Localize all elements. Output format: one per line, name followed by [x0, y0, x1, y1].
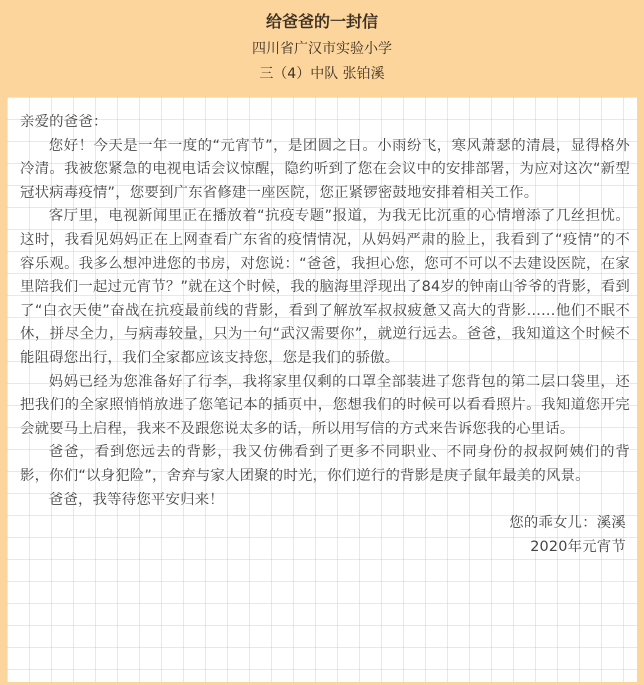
letter-title: 给爸爸的一封信: [265, 12, 378, 31]
paragraph-5: 爸爸，我等待您平安归来！: [48, 491, 224, 508]
paragraph-1: 您好！今天是一年一度的“元宵节”，是团圆之日。小雨纷飞，寒风萧瑟的清晨，显得格外冷清。我被您紧急的电视电话会议惊醒，隐约听到了您在会议中的安排部署，为应对这次“新型冠状病毒疫情”，您要到广东省修建一座医院，您正紧锣密鼓地安排着相关工作。: [20, 137, 630, 201]
salutation: 亲爱的爸爸：: [20, 114, 108, 130]
letter-body: [20, 111, 630, 559]
grid-paper: [7, 97, 637, 682]
school-name: 四川省广汉市实验小学: [252, 41, 392, 57]
paragraph-4: 爸爸，看到您远去的背影，我又仿佛看到了更多不同职业、不同身份的叔叔阿姨们的背影，你们“以身犯险”，舍弃与家人团聚的时光，你们逆行的背影是庚子鼠年最美的风景。: [20, 444, 630, 484]
class-author: 三（4）中队 张铂溪: [259, 66, 385, 82]
paragraph-2: 客厅里，电视新闻里正在播放着“抗疫专题”报道，为我无比沉重的心情增添了几丝担忧。这时，我看见妈妈正在上网查看广东省的疫情情况，从妈妈严肃的脸上，我看到了“疫情”的不容乐观。我多么想冲进您的书房，对您说：“爸爸，我担心您，您可不可以不去建设医院，在家里陪我们一起过元宵节？”就在这个时候，我的脑海里浮现出了84岁的钟南山爷爷的背影，看到了“白衣天使”奋战在抗疫最前线的背影，看到了解放军叔叔疲惫又高大的背影……他们不眠不休，拼尽全力，与病毒较量，只为一句“武汉需要你”，就逆行远去。爸爸，我知道这个时候不能阻碍您出行，我们全家都应该支持您，您是我们的骄傲。: [20, 208, 630, 366]
letter-header: [0, 0, 644, 92]
paragraph-3: 妈妈已经为您准备好了行李，我将家里仅剩的口罩全部装进了您背包的第二层口袋里，还把我们的全家照悄悄放进了您笔记本的插页中，您想我们的时候可以看看照片。我知道您开完会就要马上启程，我来不及跟您说太多的话，所以用写信的方式来告诉您我的心里话。: [20, 373, 630, 437]
signature: 您的乖女儿：溪溪: [509, 515, 626, 532]
letter-date: 2020年元宵节: [530, 538, 626, 555]
